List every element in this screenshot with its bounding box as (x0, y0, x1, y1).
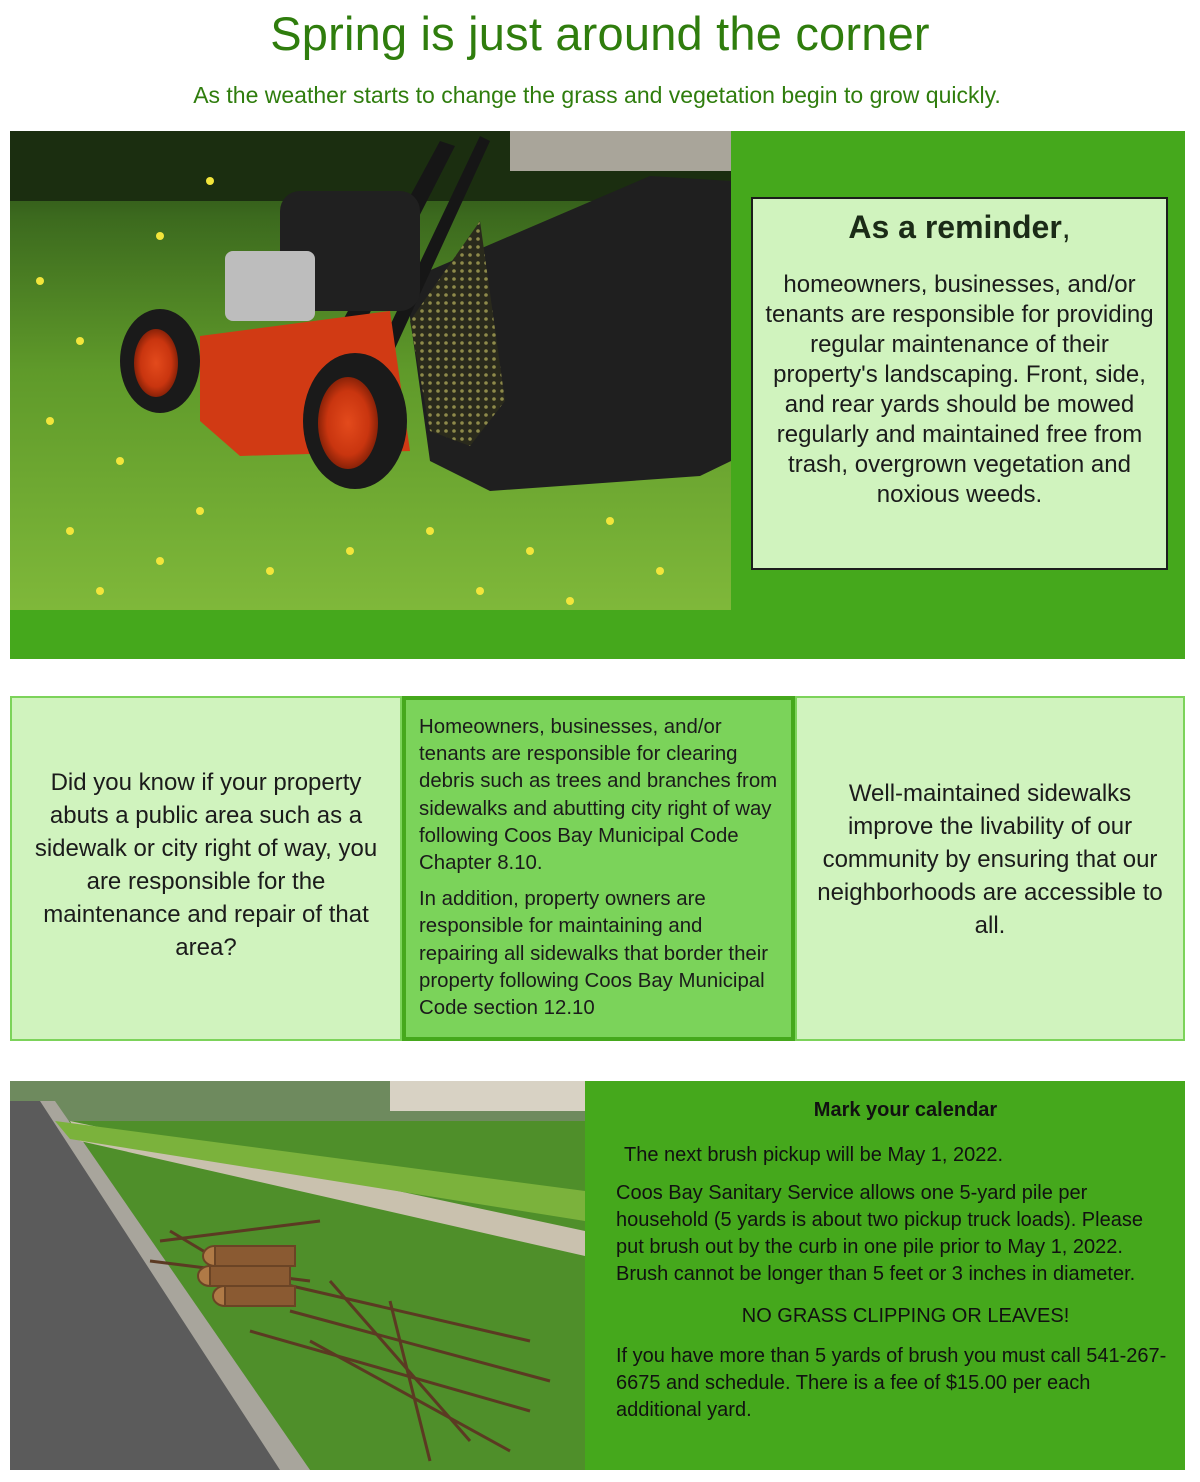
sidewalk-question-panel (10, 696, 402, 1041)
reminder-box (751, 197, 1168, 570)
lawn-mower-photo (10, 131, 731, 610)
sidewalk-responsibility-panel (402, 696, 795, 1041)
calendar-extra-fee: If you have more than 5 yards of brush you must call 541-267-6675 and schedule. There is a fee of $15.00 per each additional yard. (616, 1345, 1167, 1421)
sidewalk-paragraph-debris: Homeowners, businesses, and/or tenants are responsible for clearing debris such as trees and branches from sidewalks and abutting city right of way following Coos Bay Municipal Code Chapter 8.10. (419, 716, 778, 875)
reminder-heading-text: As a reminder (848, 209, 1062, 245)
page-title: Spring is just around the corner (270, 7, 930, 60)
page-subtitle: As the weather starts to change the grass and vegetation begin to grow quickly. (193, 82, 1001, 108)
calendar-no-grass-notice: NO GRASS CLIPPING OR LEAVES! (741, 1305, 1070, 1327)
sidewalk-benefit-panel (795, 696, 1185, 1041)
calendar-rules: Coos Bay Sanitary Service allows one 5-yard pile per household (5 yards is about two pickup truck loads). Please put brush out by the curb in one pile prior to May 1, 2022. Brush cannot be longer than 5 feet or 3 inches in diameter. (616, 1182, 1143, 1285)
brush-pickup-section (10, 1081, 1185, 1470)
calendar-next-pickup: The next brush pickup will be May 1, 2022. (624, 1144, 1004, 1166)
sidewalk-question: Did you know if your property abuts a public area such as a sidewalk or city right of way, you are responsible for the maintenance and repair of that area? (34, 769, 378, 961)
sidewalk-paragraph-repair: In addition, property owners are responsible for maintaining and repairing all sidewalks that border their property following Coos Bay Municipal Code section 12.10 (419, 888, 769, 1020)
sidewalk-section (10, 696, 1185, 1041)
brush-pile-photo (10, 1081, 585, 1470)
sidewalk-benefit: Well-maintained sidewalks improve the livability of our community by ensuring that our neighborhoods are accessible to all. (817, 780, 1163, 939)
reminder-body: homeowners, businesses, and/or tenants are responsible for providing regular maintenance of their property's landscaping. Front, side, and rear yards should be mowed regularly and maintained free from trash, overgrown vegetation and noxious weeds. (765, 271, 1154, 508)
reminder-heading-punct: , (1061, 209, 1071, 245)
reminder-heading (753, 209, 1166, 246)
calendar-heading: Mark your calendar (813, 1099, 998, 1121)
reminder-section (10, 131, 1185, 659)
calendar-panel (616, 1097, 1171, 1424)
